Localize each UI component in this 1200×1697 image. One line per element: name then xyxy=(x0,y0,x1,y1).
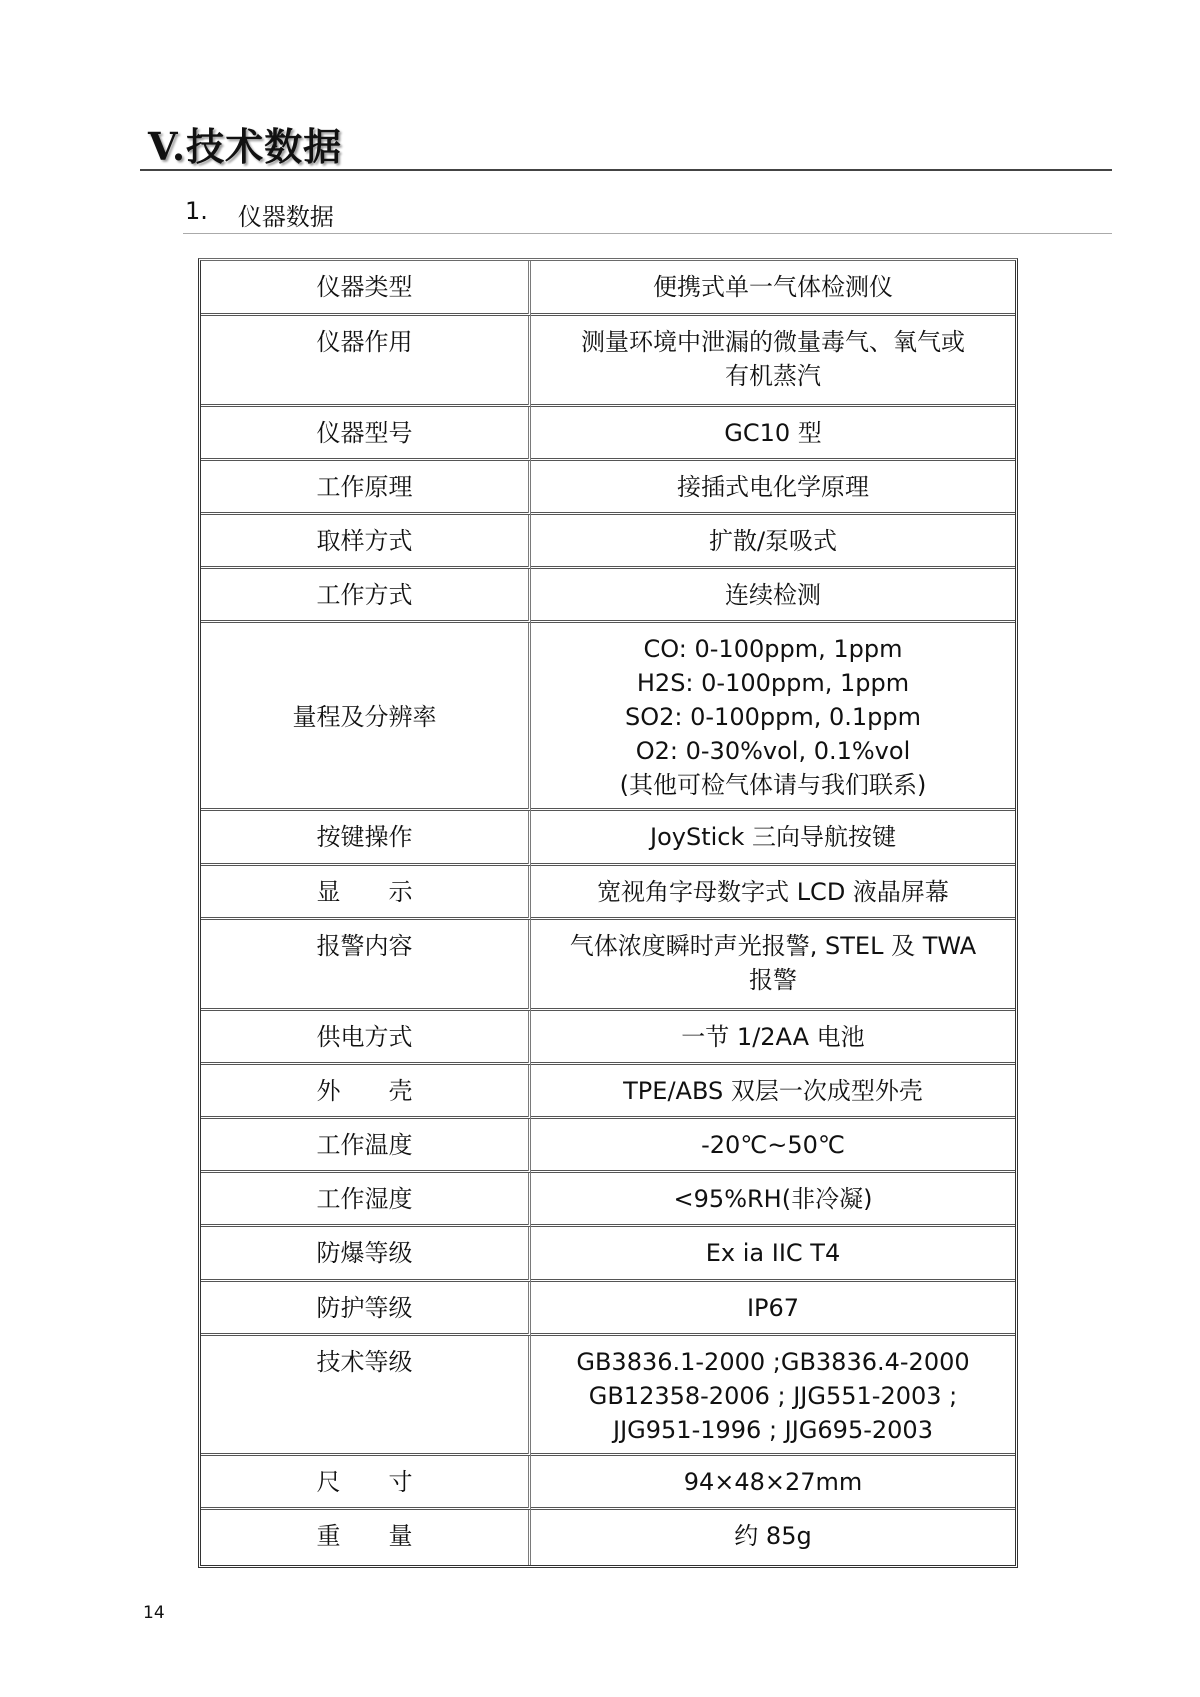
spec-label: 供电方式 xyxy=(201,1011,531,1065)
table-row xyxy=(201,920,1015,1011)
page-title: V.技术数据 xyxy=(148,124,343,169)
spec-label: 外 壳 xyxy=(201,1065,531,1119)
spec-label: 工作原理 xyxy=(201,461,531,515)
spec-label: 取样方式 xyxy=(201,515,531,569)
spec-value-line: <95%RH(非冷凝) xyxy=(673,1185,873,1213)
spec-value-line: 扩散/泵吸式 xyxy=(708,527,838,555)
spec-value xyxy=(531,866,1015,920)
spec-value-line: SO2: 0-100ppm, 0.1ppm xyxy=(625,703,921,731)
spec-value xyxy=(531,1282,1015,1336)
spec-value-line: IP67 xyxy=(746,1294,800,1322)
spec-value xyxy=(531,811,1015,866)
table-row xyxy=(201,623,1015,811)
spec-value-line: GC10 型 xyxy=(724,419,822,447)
spec-value xyxy=(531,569,1015,623)
table-row xyxy=(201,1336,1015,1456)
spec-value-line: 宽视角字母数字式 LCD 液晶屏幕 xyxy=(597,878,949,906)
spec-table xyxy=(198,258,1018,1568)
spec-value xyxy=(531,1510,1015,1565)
spec-value-line: GB3836.1-2000 ;GB3836.4-2000 xyxy=(576,1348,970,1376)
spec-value xyxy=(531,461,1015,515)
spec-label: 报警内容 xyxy=(201,920,531,1011)
section-title: 仪器数据 xyxy=(237,203,334,231)
spec-value-line: 有机蒸汽 xyxy=(725,362,821,390)
table-row xyxy=(201,811,1015,866)
spec-label: 仪器型号 xyxy=(201,407,531,461)
table-row xyxy=(201,1011,1015,1065)
table-row xyxy=(201,261,1015,316)
spec-value-line: 报警 xyxy=(749,966,797,994)
table-row xyxy=(201,1282,1015,1336)
spec-label: 防护等级 xyxy=(201,1282,531,1336)
spec-value xyxy=(531,920,1015,1011)
spec-value-line: 94×48×27mm xyxy=(683,1468,863,1496)
spec-label: 工作温度 xyxy=(201,1119,531,1173)
spec-value xyxy=(531,515,1015,569)
spec-value xyxy=(531,1065,1015,1119)
spec-value-line: (其他可检气体请与我们联系) xyxy=(619,771,927,799)
spec-value xyxy=(531,1227,1015,1282)
spec-label: 重 量 xyxy=(201,1510,531,1565)
table-row xyxy=(201,866,1015,920)
spec-value-line: JJG951-1996 ; JJG695-2003 xyxy=(613,1416,933,1444)
table-row xyxy=(201,407,1015,461)
spec-value-line: Ex ia IIC T4 xyxy=(705,1239,841,1267)
spec-value-line: GB12358-2006 ; JJG551-2003 ; xyxy=(588,1382,958,1410)
spec-label: 量程及分辨率 xyxy=(201,623,531,811)
section-number: 1. xyxy=(185,197,208,225)
spec-value-line: 一节 1/2AA 电池 xyxy=(681,1023,865,1051)
spec-label: 技术等级 xyxy=(201,1336,531,1456)
table-row xyxy=(201,1173,1015,1227)
spec-value xyxy=(531,1011,1015,1065)
spec-value-line: H2S: 0-100ppm, 1ppm xyxy=(636,669,910,697)
spec-value xyxy=(531,261,1015,316)
table-row xyxy=(201,1456,1015,1510)
spec-value-line: 气体浓度瞬时声光报警, STEL 及 TWA xyxy=(569,932,977,960)
spec-label: 按键操作 xyxy=(201,811,531,866)
section-divider xyxy=(183,233,1112,234)
spec-value xyxy=(531,1173,1015,1227)
spec-value-line: CO: 0-100ppm, 1ppm xyxy=(643,635,903,663)
spec-value-line: 便携式单一气体检测仪 xyxy=(653,273,893,301)
spec-value xyxy=(531,623,1015,811)
spec-label: 尺 寸 xyxy=(201,1456,531,1510)
spec-value-line: 测量环境中泄漏的微量毒气、氧气或 xyxy=(581,328,965,356)
spec-value xyxy=(531,1456,1015,1510)
spec-label: 仪器作用 xyxy=(201,316,531,407)
spec-value xyxy=(531,1119,1015,1173)
spec-value xyxy=(531,1336,1015,1456)
spec-value xyxy=(531,407,1015,461)
page-number: 14 xyxy=(143,1603,165,1623)
spec-table-body xyxy=(201,261,1015,1565)
section-heading xyxy=(185,197,334,232)
spec-value-line: 接插式电化学原理 xyxy=(677,473,869,501)
spec-value-line: JoyStick 三向导航按键 xyxy=(650,823,896,851)
table-row xyxy=(201,1065,1015,1119)
spec-label: 工作湿度 xyxy=(201,1173,531,1227)
table-row xyxy=(201,1510,1015,1565)
table-row xyxy=(201,1119,1015,1173)
table-row xyxy=(201,1227,1015,1282)
spec-label: 仪器类型 xyxy=(201,261,531,316)
spec-label: 工作方式 xyxy=(201,569,531,623)
title-divider xyxy=(140,169,1112,171)
spec-value-line: O2: 0-30%vol, 0.1%vol xyxy=(635,737,911,765)
table-row xyxy=(201,316,1015,407)
spec-value-line: 约 85g xyxy=(734,1522,812,1550)
table-row xyxy=(201,515,1015,569)
spec-value-line: -20℃~50℃ xyxy=(701,1131,845,1159)
spec-label: 显 示 xyxy=(201,866,531,920)
spec-value-line: 连续检测 xyxy=(725,581,821,609)
spec-label: 防爆等级 xyxy=(201,1227,531,1282)
spec-value-line: TPE/ABS 双层一次成型外壳 xyxy=(623,1077,923,1105)
table-row xyxy=(201,461,1015,515)
table-row xyxy=(201,569,1015,623)
spec-value xyxy=(531,316,1015,407)
